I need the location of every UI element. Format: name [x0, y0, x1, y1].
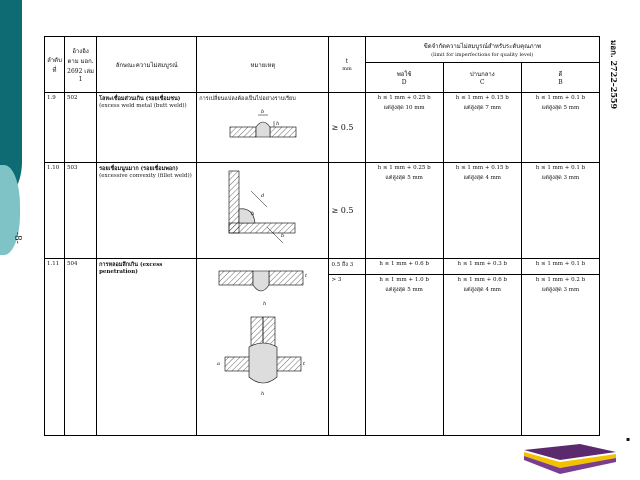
row-ref: 502	[65, 93, 97, 163]
svg-text:b: b	[260, 109, 265, 115]
row-remark	[197, 259, 329, 436]
limit-value: h ≤ 1 mm + 0.15 b	[455, 95, 509, 101]
penetration-sketch	[213, 265, 313, 405]
svg-text:h: h	[260, 391, 265, 397]
header-limits	[365, 37, 599, 63]
row-ref: 504	[65, 259, 97, 436]
level-c-cell	[443, 93, 521, 163]
desc-en: (excess weld metal (butt weld))	[99, 103, 187, 109]
svg-text:t: t	[304, 273, 307, 279]
level-d-cell	[365, 259, 443, 275]
desc-th: การหลอมลึกเกิน (excess penetration)	[99, 262, 163, 275]
level-d-cell	[365, 275, 443, 436]
level-b-cell	[521, 163, 599, 259]
book-icon	[520, 440, 620, 476]
header-level-b	[521, 63, 599, 93]
row-desc	[97, 259, 197, 436]
max-value: แต่สูงสุด 3 mm	[541, 287, 580, 293]
level-b-cell	[521, 93, 599, 163]
limit-value: h ≤ 1 mm + 0.25 b	[377, 165, 431, 171]
thickness-value: ≥ 0.5	[331, 123, 354, 132]
header-level-c	[443, 63, 521, 93]
svg-text:h: h	[275, 121, 280, 127]
level-c-cell	[443, 163, 521, 259]
page-number: -8-	[12, 232, 22, 244]
max-value: แต่สูงสุด 7 mm	[463, 105, 502, 111]
header-limits-subtitle: (limit for imperfections for quality level)	[431, 52, 534, 58]
svg-text:t: t	[302, 361, 305, 367]
level-d-cell	[365, 93, 443, 163]
row-thickness: 0.5 ถึง 3	[329, 259, 365, 275]
svg-text:b: b	[280, 233, 285, 239]
header-desc: ลักษณะความไม่สมบูรณ์	[97, 37, 197, 93]
row-ref: 503	[65, 163, 97, 259]
remark-text: การเปลี่ยนแปลงต้องเป็นไปอย่างราบเรียบ	[199, 96, 296, 102]
limit-value: h ≤ 1 mm + 0.3 b	[457, 261, 507, 267]
header-thickness	[329, 37, 365, 93]
max-value: แต่สูงสุด 4 mm	[463, 175, 502, 181]
standard-code: มอก. 2722–2559	[609, 40, 619, 110]
level-b-cell	[521, 259, 599, 275]
header-no: ลำดับที่	[45, 37, 65, 93]
table-row	[45, 163, 600, 259]
svg-text:h: h	[262, 301, 267, 307]
header-ref: อ้างอิงตาม มอก. 2692 เล่ม 1	[65, 37, 97, 93]
limit-value: h ≤ 1 mm + 0.1 b	[535, 165, 586, 171]
table-row	[45, 93, 600, 163]
level-code: C	[479, 79, 485, 86]
butt-weld-sketch	[228, 107, 298, 147]
level-d-cell	[365, 163, 443, 259]
limit-value: h ≤ 1 mm + 0.6 b	[379, 261, 429, 267]
limit-value: h ≤ 1 mm + 0.25 b	[377, 95, 431, 101]
level-b-cell	[521, 275, 599, 436]
thickness-value: ≥ 0.5	[331, 206, 354, 215]
svg-text:a: a	[216, 361, 220, 367]
limit-value: h ≤ 1 mm + 0.15 b	[455, 165, 509, 171]
limit-value: h ≤ 1 mm + 0.6 b	[457, 277, 507, 283]
max-value: แต่สูงสุด 4 mm	[463, 287, 502, 293]
limit-value: h ≤ 1 mm + 1.0 b	[379, 277, 429, 283]
row-remark	[197, 163, 329, 259]
row-thickness: > 3	[329, 275, 365, 436]
imperfection-table	[44, 36, 600, 436]
max-value: แต่สูงสุด 5 mm	[385, 175, 423, 181]
level-name: ดี	[558, 71, 563, 78]
fillet-weld-sketch	[223, 169, 303, 253]
level-name: ปานกลาง	[469, 71, 495, 78]
row-thickness	[329, 163, 365, 259]
header-remark: หมายเหตุ	[197, 37, 329, 93]
row-desc	[97, 163, 197, 259]
max-value: แต่สูงสุด 3 mm	[541, 175, 580, 181]
header-t-unit: mm	[342, 65, 352, 72]
limit-value: h ≤ 1 mm + 0.2 b	[535, 277, 586, 283]
level-code: B	[558, 79, 563, 86]
desc-th: รอยเชื่อมนูนมาก (รอยเชื่อมพอก)	[99, 166, 179, 172]
level-c-cell	[443, 259, 521, 275]
max-value: แต่สูงสุด 10 mm	[383, 105, 425, 111]
row-no: 1.10	[45, 163, 65, 259]
desc-th: โลหะเชื่อมส่วนเกิน (รอยเชื่อมชน)	[99, 96, 181, 102]
header-t: t	[345, 57, 349, 65]
header-limits-title: ขีดจำกัดความไม่สมบูรณ์สำหรับระดับคุณภาพ	[423, 43, 541, 50]
row-desc	[97, 93, 197, 163]
row-remark	[197, 93, 329, 163]
svg-text:d: d	[260, 193, 265, 199]
max-value: แต่สูงสุด 5 mm	[385, 287, 423, 293]
row-no: 1.9	[45, 93, 65, 163]
table-row	[45, 259, 600, 275]
level-code: D	[401, 79, 407, 86]
svg-text:h: h	[250, 211, 255, 217]
desc-en: (excessive convexity (fillet weld))	[99, 173, 192, 179]
level-name: พอใช้	[396, 71, 412, 78]
max-value: แต่สูงสุด 5 mm	[541, 105, 580, 111]
page-mark: ▪	[626, 436, 631, 443]
level-c-cell	[443, 275, 521, 436]
limit-value: h ≤ 1 mm + 0.1 b	[535, 261, 586, 267]
row-no: 1.11	[45, 259, 65, 436]
limit-value: h ≤ 1 mm + 0.1 b	[535, 95, 586, 101]
row-thickness	[329, 93, 365, 163]
header-level-d	[365, 63, 443, 93]
